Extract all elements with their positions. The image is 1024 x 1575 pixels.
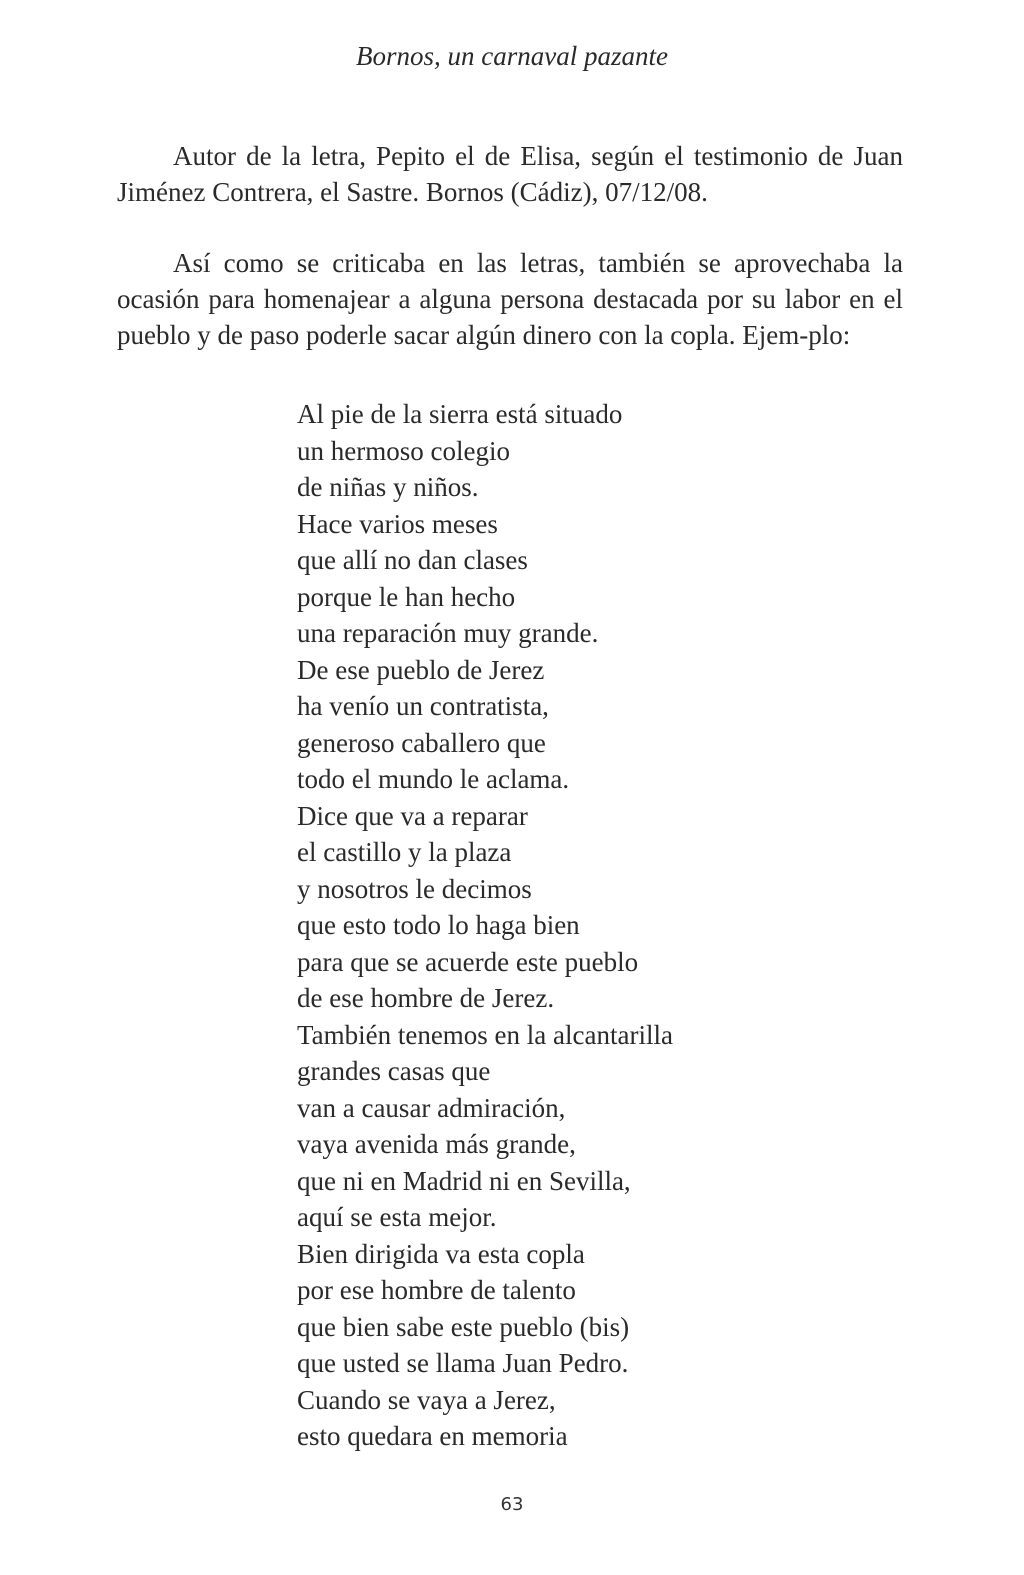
poem-line: que usted se llama Juan Pedro.	[297, 1348, 629, 1378]
poem-line: un hermoso colegio	[297, 435, 510, 466]
poem-line: porque le han hecho	[297, 581, 516, 612]
poem-line: También tenemos en la alcantarilla	[297, 1019, 673, 1050]
poem-line: por ese hombre de talento	[297, 1275, 576, 1305]
paragraph-author-note: Autor de la letra, Pepito el de Elisa, según el testimonio de Juan Jiménez Contrera, el Sastre. Bornos (Cádiz), 07/12/08.	[117, 141, 903, 207]
poem-line: para que se acuerde este pueblo	[297, 946, 639, 977]
poem-line: generoso caballero que	[297, 727, 546, 758]
poem-line: vaya avenida más grande,	[297, 1129, 576, 1159]
poem-line: Bien dirigida va esta copla	[297, 1238, 585, 1269]
poem-line: Hace varios meses	[297, 508, 498, 539]
poem-line: ha venío un contratista,	[297, 691, 549, 721]
page-number: 63	[500, 1494, 524, 1515]
poem-line: una reparación muy grande.	[297, 618, 599, 648]
poem-line: de niñas y niños.	[297, 472, 479, 502]
running-header: Bornos, un carnaval pazante	[356, 41, 668, 71]
poem-line: Dice que va a reparar	[297, 800, 528, 831]
paragraph-intro: Así como se criticaba en las letras, también se aprovechaba la ocasión para homenajear a alguna persona destacada por su labor en el pueblo y de paso poderle sacar algún dinero con la copla. Ejem-plo:	[117, 248, 903, 350]
poem-line: que allí no dan clases	[297, 545, 528, 575]
poem-line: grandes casas que	[297, 1056, 491, 1086]
poem-line: De ese pueblo de Jerez	[297, 654, 545, 685]
poem-line: que esto todo lo haga bien	[297, 910, 580, 940]
poem-line: esto quedara en memoria	[297, 1421, 568, 1451]
poem-block	[297, 396, 917, 1455]
poem-line: todo el mundo le aclama.	[297, 764, 570, 794]
poem-line: que bien sabe este pueblo (bis)	[297, 1311, 630, 1342]
poem-line: y nosotros le decimos	[297, 873, 532, 904]
poem-line: Al pie de la sierra está situado	[297, 399, 623, 429]
poem-line: aquí se esta mejor.	[297, 1202, 497, 1232]
poem-line: el castillo y la plaza	[297, 837, 512, 867]
poem-line: de ese hombre de Jerez.	[297, 983, 555, 1013]
poem-line: van a causar admiración,	[297, 1092, 566, 1123]
poem-line: Cuando se vaya a Jerez,	[297, 1384, 556, 1415]
poem-line: que ni en Madrid ni en Sevilla,	[297, 1165, 631, 1196]
